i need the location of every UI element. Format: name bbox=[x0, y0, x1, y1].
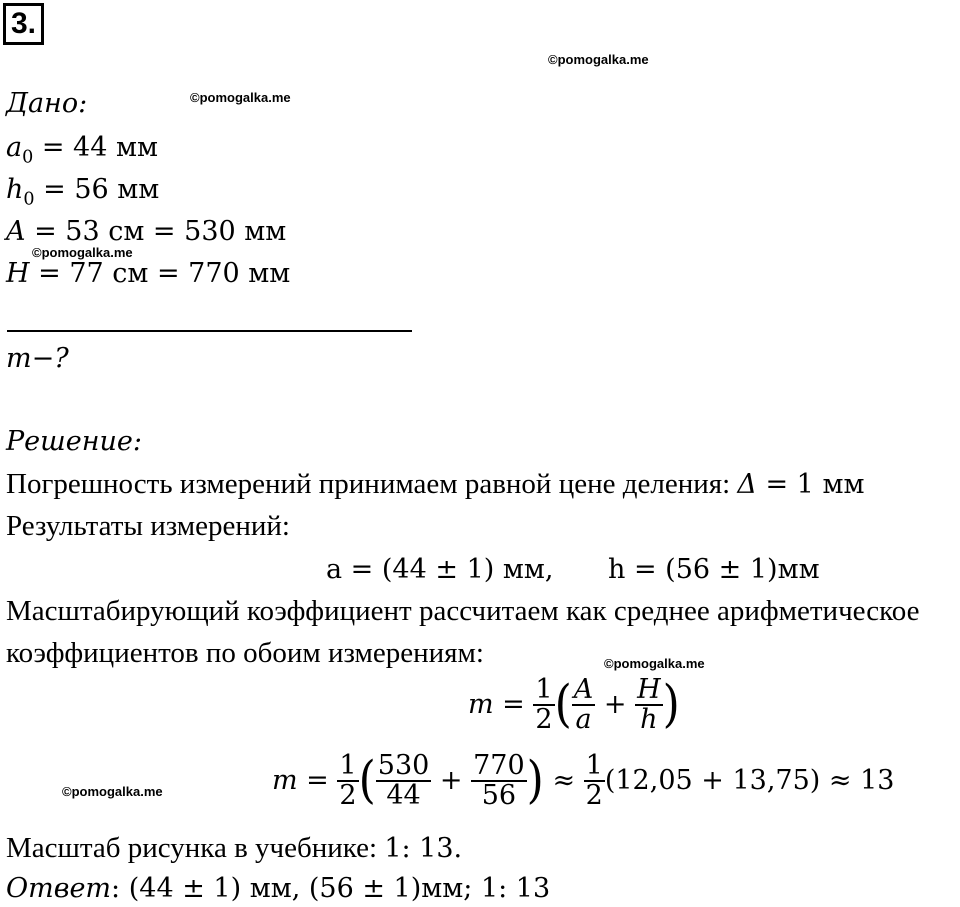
fraction-770-56: $\frac{770}{56}$ bbox=[473, 750, 525, 812]
find-line: m−? bbox=[6, 343, 69, 374]
watermark: ©pomogalka.me bbox=[604, 656, 705, 671]
answer-line: Ответ: (44 ± 1) мм, (56 ± 1)мм; 1: 13 bbox=[6, 873, 551, 904]
fraction-half-2: $\frac{1}{2}$ bbox=[585, 750, 603, 812]
solution-title: Решение: bbox=[6, 426, 142, 457]
given-divider bbox=[7, 330, 412, 332]
measurement-h: h = (56 ± 1)мм bbox=[608, 554, 820, 585]
fraction-half: $\frac{1}{2}$ bbox=[339, 750, 357, 812]
fraction-530-44: $\frac{530}{44}$ bbox=[377, 750, 430, 812]
fraction-H-h: $\frac{H}{h}$ bbox=[637, 674, 661, 736]
given-title: Дано: bbox=[6, 88, 88, 119]
given-line-a0: $a_0 = 44$ мм bbox=[6, 132, 158, 168]
solution-line-error: Погрешность измерений принимаем равной цене деления: Δ = 1 мм bbox=[6, 468, 865, 500]
watermark: ©pomogalka.me bbox=[548, 52, 649, 67]
problem-number: 3. bbox=[3, 3, 44, 45]
solution-line-coef: Масштабирующий коэффициент рассчитаем как среднее арифметическое bbox=[6, 595, 920, 627]
watermark: ©pomogalka.me bbox=[190, 90, 291, 105]
measurement-a: a = (44 ± 1) мм, bbox=[326, 554, 554, 585]
solution-line-coef-2: коэффициентов по обоим измерениям: bbox=[6, 637, 484, 669]
watermark: ©pomogalka.me bbox=[62, 784, 163, 799]
formula-m: m = $\frac{1}{2}$ ( $\frac{A}{a}$ + $\frac{H}{h}$ ) bbox=[468, 674, 680, 736]
fraction-A-a: $\frac{A}{a}$ bbox=[573, 674, 594, 736]
formula-calc: m = $\frac{1}{2}$ ( $\frac{530}{44}$ + $\frac{770}{56}$ ) ≈ $\frac{1}{2}$ (12,05 + 13,75) ≈ 13 bbox=[272, 750, 895, 812]
watermark: ©pomogalka.me bbox=[32, 245, 133, 260]
fraction-half: $\frac{1}{2}$ bbox=[535, 674, 553, 736]
given-line-H: H = 77 см = 770 мм bbox=[6, 258, 291, 289]
given-line-A: A = 53 см = 530 мм bbox=[6, 216, 287, 247]
solution-line-results: Результаты измерений: bbox=[6, 510, 290, 542]
scale-line: Масштаб рисунка в учебнике: 1: 13. bbox=[6, 832, 463, 864]
given-line-h0: $h_0 = 56$ мм bbox=[6, 174, 160, 210]
